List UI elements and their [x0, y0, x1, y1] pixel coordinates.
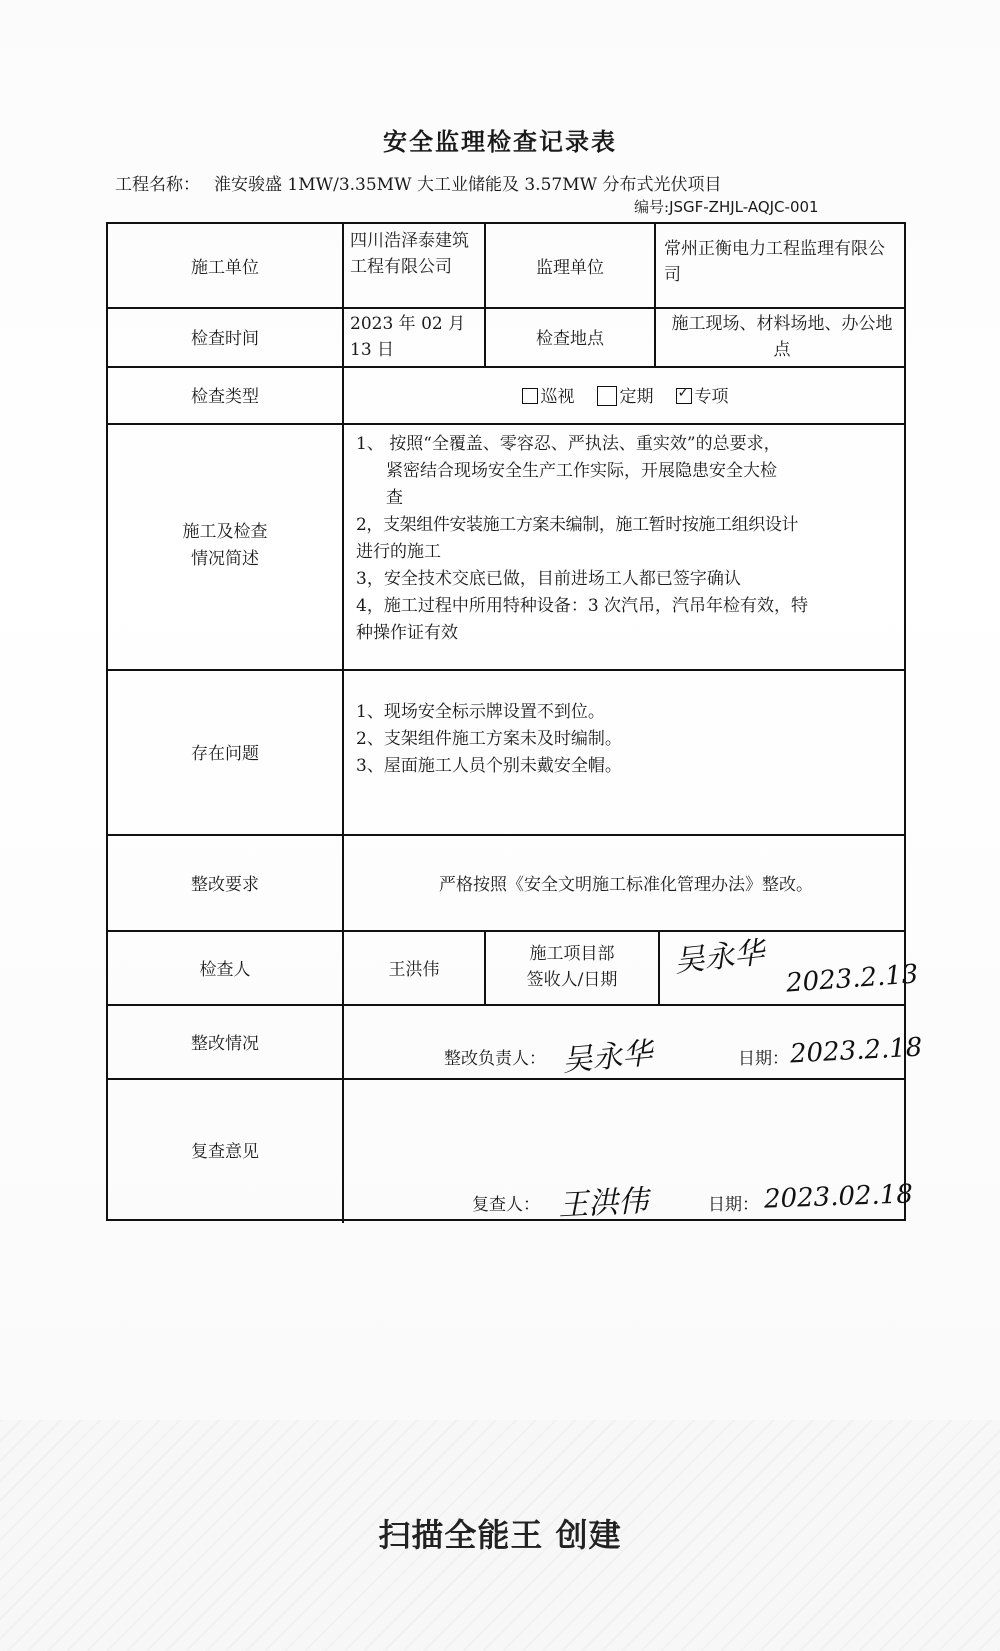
inspection-record-table: [106, 222, 924, 1224]
summary-line: 2，支架组件安装施工方案未编制，施工暂时按施工组织设计: [356, 515, 799, 535]
construction-unit-value: 四川浩泽泰建筑工程有限公司: [350, 231, 469, 277]
rectification-req-label: 整改要求: [191, 874, 259, 895]
inspector-label: 检查人: [199, 959, 251, 980]
receiver-date: 2023.2.13: [785, 959, 920, 999]
unchecked-box-icon: [522, 388, 538, 404]
receiver-label: 施工项目部 签收人/日期: [526, 944, 618, 990]
summary-line: 种操作证有效: [356, 623, 458, 643]
supervision-unit-label: 监理单位: [536, 258, 604, 278]
review-date: 2023.02.18: [763, 1179, 914, 1215]
project-name: 淮安骏盛 1MW/3.35MW 大工业储能及 3.57MW 分布式光伏项目: [214, 175, 722, 195]
problem-item: 1、现场安全标示牌设置不到位。: [356, 702, 605, 722]
problems-label: 存在问题: [191, 744, 259, 764]
inspection-time-label: 检查时间: [191, 329, 259, 349]
watermark-text: 扫描全能王 创建: [378, 1516, 622, 1554]
inspection-type-label: 检查类型: [191, 387, 259, 407]
project-label: 工程名称：: [115, 175, 200, 195]
rectifier-label: 整改负责人：: [444, 1049, 546, 1069]
summary-line: 1、 按照“全覆盖、零容忍、严执法、重实效”的总要求，: [356, 434, 781, 454]
problem-item: 3、屋面施工人员个别未戴安全帽。: [356, 756, 622, 776]
type-option-special[interactable]: ✓ 专项: [676, 382, 729, 407]
summary-content: [344, 423, 908, 669]
checked-box-icon: [676, 388, 692, 404]
problem-item: 2、支架组件施工方案未及时编制。: [356, 729, 622, 749]
rectification-date: 2023.2.18: [789, 1032, 924, 1070]
receiver-signature-area: [660, 930, 920, 1004]
problems-content: [344, 669, 908, 834]
project-name-line: [115, 170, 722, 195]
inspection-type-options: [344, 366, 906, 423]
code-label: 编号:: [634, 198, 670, 216]
supervision-unit-value: 常州正衡电力工程监理有限公司: [664, 239, 885, 285]
page-title: 安全监理检查记录表: [383, 127, 617, 156]
reviewer-label: 复查人：: [472, 1195, 540, 1215]
summary-line: 查: [386, 488, 403, 508]
type-option-patrol[interactable]: 巡视: [522, 382, 575, 407]
inspection-place-label: 检查地点: [536, 329, 604, 349]
construction-unit-label: 施工单位: [191, 258, 259, 278]
review-label: 复查意见: [191, 1142, 259, 1162]
type-option-periodic[interactable]: 定期: [597, 382, 654, 407]
summary-line: 4，施工过程中所用特种设备：3 次汽吊，汽吊年检有效，特: [356, 596, 809, 616]
document-code: [634, 196, 819, 217]
summary-line: 3，安全技术交底已做，目前进场工人都已签字确认: [356, 569, 741, 589]
rectification-status-label: 整改情况: [191, 1033, 259, 1054]
rectification-date-label: 日期：: [738, 1049, 789, 1069]
summary-label: 施工及检查 情况简述: [182, 522, 268, 569]
rectifier-signature: 吴永华: [560, 1036, 654, 1079]
code-value: JSGF-ZHJL-AQJC-001: [669, 198, 819, 216]
rectification-req-value: 严格按照《安全文明施工标准化管理办法》整改。: [439, 874, 813, 895]
inspector-name: 王洪伟: [388, 959, 440, 980]
summary-line: 进行的施工: [356, 542, 441, 562]
rectification-status-content: [344, 1004, 924, 1079]
inspection-place-value: 施工现场、材料场地、办公地点: [671, 314, 893, 360]
summary-line: 紧密结合现场安全生产工作实际，开展隐患安全大检: [386, 461, 777, 481]
unchecked-box-icon: [597, 386, 617, 406]
review-content: [344, 1078, 914, 1224]
inspection-time-value: 2023 年 02 月 13 日: [350, 314, 466, 360]
receiver-signature: 吴永华: [672, 935, 766, 980]
reviewer-signature: 王洪伟: [557, 1183, 650, 1224]
review-date-label: 日期：: [708, 1195, 759, 1215]
